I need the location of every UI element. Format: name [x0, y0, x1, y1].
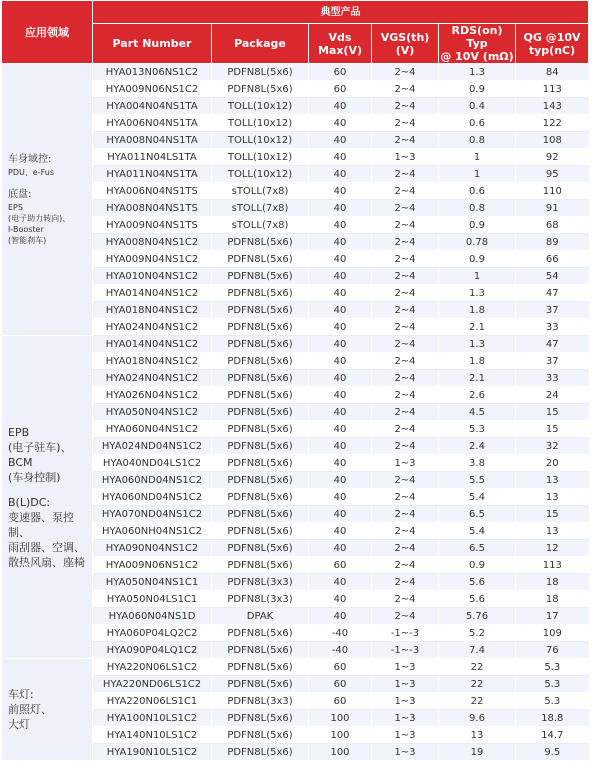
qg-cell: 37	[516, 353, 589, 370]
qg-cell: 113	[516, 557, 589, 574]
part-number-cell: HYA010N04NS1C2	[93, 268, 212, 285]
rds-on-cell: 13	[439, 727, 516, 744]
package-cell: PDFN8L(5x6)	[212, 489, 309, 506]
vgs-th-cell: -1~-3	[372, 642, 439, 659]
application-line: EPB	[8, 425, 30, 439]
vgs-th-cell: 2~4	[372, 353, 439, 370]
header-typical-products: 典型产品	[93, 1, 589, 24]
part-number-cell: HYA060P04LQ2C2	[93, 625, 212, 642]
table-row	[2, 64, 589, 81]
vds-max-cell: 40	[309, 591, 372, 608]
vds-max-cell: 40	[309, 268, 372, 285]
rds-on-cell: 1	[439, 268, 516, 285]
vgs-th-cell: 1~3	[372, 744, 439, 761]
rds-on-cell: 5.3	[439, 421, 516, 438]
rds-on-cell: 1.3	[439, 336, 516, 353]
vgs-th-cell: 1~3	[372, 659, 439, 676]
rds-on-cell: 5.6	[439, 574, 516, 591]
part-number-cell: HYA140N10LS1C2	[93, 727, 212, 744]
package-cell: PDFN8L(5x6)	[212, 540, 309, 557]
application-field-cell	[2, 64, 93, 336]
vds-max-cell: 40	[309, 285, 372, 302]
qg-cell: 122	[516, 115, 589, 132]
qg-cell: 33	[516, 319, 589, 336]
application-line: 前照灯、	[8, 703, 52, 716]
rds-on-cell: 0.9	[439, 217, 516, 234]
rds-on-cell: 1.3	[439, 285, 516, 302]
rds-on-cell: 3.8	[439, 455, 516, 472]
application-line	[8, 485, 92, 495]
vgs-th-cell: 2~4	[372, 370, 439, 387]
vds-max-cell: 60	[309, 557, 372, 574]
package-cell: PDFN8L(5x6)	[212, 404, 309, 421]
rds-on-cell: 5.4	[439, 523, 516, 540]
part-number-cell: HYA050N04NS1C2	[93, 404, 212, 421]
vds-max-cell: 100	[309, 727, 372, 744]
application-line: 变速器、泵控制、	[8, 510, 74, 539]
part-number-cell: HYA014N04NS1C2	[93, 336, 212, 353]
vgs-th-cell: 1~3	[372, 455, 439, 472]
part-number-cell: HYA009N04NS1TS	[93, 217, 212, 234]
qg-cell: 12	[516, 540, 589, 557]
package-cell: TOLL(10x12)	[212, 166, 309, 183]
rds-on-cell: 22	[439, 676, 516, 693]
qg-cell: 17	[516, 608, 589, 625]
part-number-cell: HYA220N06LS1C2	[93, 659, 212, 676]
qg-cell: 37	[516, 302, 589, 319]
part-number-cell: HYA006N04NS1TA	[93, 115, 212, 132]
rds-on-cell: 5.2	[439, 625, 516, 642]
vds-max-cell: 40	[309, 421, 372, 438]
header-rds-on: RDS(on) Typ @ 10V (mΩ)	[440, 24, 514, 63]
part-number-cell: HYA024N04NS1C2	[93, 319, 212, 336]
qg-cell: 89	[516, 234, 589, 251]
part-number-cell: HYA090N04NS1C2	[93, 540, 212, 557]
part-number-cell: HYA004N04NS1TA	[93, 98, 212, 115]
application-line: BCM	[8, 455, 33, 469]
qg-cell: 113	[516, 81, 589, 98]
package-cell: PDFN8L(5x6)	[212, 659, 309, 676]
rds-on-cell: 9.6	[439, 710, 516, 727]
vgs-th-cell: 2~4	[372, 506, 439, 523]
vds-max-cell: 40	[309, 574, 372, 591]
package-cell: PDFN8L(5x6)	[212, 268, 309, 285]
part-number-cell: HYA220ND06LS1C2	[93, 676, 212, 693]
package-cell: PDFN8L(5x6)	[212, 251, 309, 268]
qg-cell: 13	[516, 523, 589, 540]
qg-cell: 91	[516, 200, 589, 217]
package-cell: PDFN8L(5x6)	[212, 523, 309, 540]
part-number-cell: HYA040ND04LS1C2	[93, 455, 212, 472]
header-vds-max: Vds Max(V)	[309, 24, 372, 64]
vds-max-cell: 40	[309, 234, 372, 251]
product-table	[1, 0, 589, 761]
package-cell: PDFN8L(5x6)	[212, 285, 309, 302]
package-cell: PDFN8L(5x6)	[212, 319, 309, 336]
vds-max-cell: 60	[309, 64, 372, 81]
rds-on-cell: 0.8	[439, 200, 516, 217]
qg-cell: 76	[516, 642, 589, 659]
package-cell: TOLL(10x12)	[212, 98, 309, 115]
application-line: 车灯:	[8, 688, 34, 701]
rds-on-cell: 5.5	[439, 472, 516, 489]
vgs-th-cell: 2~4	[372, 472, 439, 489]
part-number-cell: HYA060N04NS1C2	[93, 421, 212, 438]
package-cell: PDFN8L(5x6)	[212, 302, 309, 319]
vds-max-cell: 40	[309, 217, 372, 234]
part-number-cell: HYA009N06NS1C2	[93, 81, 212, 98]
package-cell: PDFN8L(3x3)	[212, 574, 309, 591]
part-number-cell: HYA090P04LQ1C2	[93, 642, 212, 659]
application-line: (智能刹车)	[8, 236, 47, 245]
qg-cell: 92	[516, 149, 589, 166]
vgs-th-cell: 1~3	[372, 676, 439, 693]
vds-max-cell: 40	[309, 98, 372, 115]
rds-on-cell: 0.9	[439, 557, 516, 574]
rds-on-cell: 22	[439, 693, 516, 710]
rds-on-cell: 0.4	[439, 98, 516, 115]
part-number-cell: HYA013N06NS1C2	[93, 64, 212, 81]
vgs-th-cell: 2~4	[372, 115, 439, 132]
vgs-th-cell: 1~3	[372, 727, 439, 744]
vds-max-cell: 40	[309, 523, 372, 540]
application-line: I-Booster	[8, 225, 44, 234]
vds-max-cell: 40	[309, 353, 372, 370]
rds-on-cell: 0.6	[439, 183, 516, 200]
table-body	[2, 64, 589, 761]
rds-on-cell: 2.1	[439, 370, 516, 387]
part-number-cell: HYA009N04NS1C2	[93, 251, 212, 268]
qg-cell: 109	[516, 625, 589, 642]
application-line: EPS	[8, 203, 23, 212]
table-row	[2, 336, 589, 353]
qg-cell: 18.8	[516, 710, 589, 727]
vds-max-cell: 40	[309, 387, 372, 404]
qg-cell: 33	[516, 370, 589, 387]
vgs-th-cell: 2~4	[372, 421, 439, 438]
part-number-cell: HYA060N04NS1D	[93, 608, 212, 625]
part-number-cell: HYA050N04NS1C1	[93, 574, 212, 591]
part-number-cell: HYA011N04NS1TA	[93, 166, 212, 183]
qg-cell: 47	[516, 285, 589, 302]
vgs-th-cell: 2~4	[372, 404, 439, 421]
part-number-cell: HYA060ND04NS1C2	[93, 472, 212, 489]
qg-cell: 110	[516, 183, 589, 200]
vds-max-cell: 40	[309, 132, 372, 149]
package-cell: TOLL(10x12)	[212, 149, 309, 166]
part-number-cell: HYA008N04NS1TS	[93, 200, 212, 217]
package-cell: sTOLL(7x8)	[212, 217, 309, 234]
vds-max-cell: -40	[309, 625, 372, 642]
part-number-cell: HYA024ND04NS1C2	[93, 438, 212, 455]
header-qg: QG @10V typ(nC)	[516, 24, 589, 64]
package-cell: PDFN8L(5x6)	[212, 557, 309, 574]
vgs-th-cell: 2~4	[372, 540, 439, 557]
package-cell: PDFN8L(3x3)	[212, 693, 309, 710]
rds-on-cell: 5.76	[439, 608, 516, 625]
package-cell: PDFN8L(5x6)	[212, 625, 309, 642]
package-cell: PDFN8L(5x6)	[212, 421, 309, 438]
vds-max-cell: 40	[309, 540, 372, 557]
part-number-cell: HYA018N04NS1C2	[93, 302, 212, 319]
qg-cell: 108	[516, 132, 589, 149]
application-line: (电子助力转向)、	[8, 214, 71, 223]
qg-cell: 5.3	[516, 693, 589, 710]
rds-on-cell: 1.3	[439, 64, 516, 81]
package-cell: PDFN8L(5x6)	[212, 676, 309, 693]
qg-cell: 143	[516, 98, 589, 115]
vgs-th-cell: 2~4	[372, 319, 439, 336]
qg-cell: 66	[516, 251, 589, 268]
vgs-th-cell: 2~4	[372, 523, 439, 540]
rds-on-cell: 0.9	[439, 81, 516, 98]
part-number-cell: HYA008N04NS1TA	[93, 132, 212, 149]
vgs-th-cell: 2~4	[372, 268, 439, 285]
vgs-th-cell: 1~3	[372, 149, 439, 166]
vgs-th-cell: 2~4	[372, 557, 439, 574]
package-cell: PDFN8L(5x6)	[212, 387, 309, 404]
rds-on-cell: 1	[439, 149, 516, 166]
vgs-th-cell: 2~4	[372, 591, 439, 608]
vds-max-cell: 40	[309, 455, 372, 472]
part-number-cell: HYA070ND04NS1C2	[93, 506, 212, 523]
part-number-cell: HYA018N04NS1C2	[93, 353, 212, 370]
qg-cell: 14.7	[516, 727, 589, 744]
header-application-field: 应用领域	[2, 1, 93, 64]
rds-on-cell: 22	[439, 659, 516, 676]
vds-max-cell: 40	[309, 115, 372, 132]
application-line: PDU、e-Fus	[8, 168, 55, 177]
vds-max-cell: 40	[309, 251, 372, 268]
package-cell: PDFN8L(5x6)	[212, 438, 309, 455]
qg-cell: 15	[516, 404, 589, 421]
rds-on-cell: 0.6	[439, 115, 516, 132]
rds-on-cell: 0.8	[439, 132, 516, 149]
package-cell: PDFN8L(5x6)	[212, 81, 309, 98]
part-number-cell: HYA060NH04NS1C2	[93, 523, 212, 540]
vgs-th-cell: 2~4	[372, 251, 439, 268]
package-cell: PDFN8L(5x6)	[212, 336, 309, 353]
qg-cell: 5.3	[516, 676, 589, 693]
qg-cell: 9.5	[516, 744, 589, 761]
part-number-cell: HYA006N04NS1TS	[93, 183, 212, 200]
qg-cell: 95	[516, 166, 589, 183]
qg-cell: 5.3	[516, 659, 589, 676]
qg-cell: 15	[516, 421, 589, 438]
vgs-th-cell: 2~4	[372, 387, 439, 404]
application-line: B(L)DC:	[8, 495, 51, 509]
package-cell: PDFN8L(5x6)	[212, 234, 309, 251]
rds-on-cell: 2.1	[439, 319, 516, 336]
vds-max-cell: 40	[309, 149, 372, 166]
vds-max-cell: 100	[309, 744, 372, 761]
qg-cell: 15	[516, 506, 589, 523]
package-cell: PDFN8L(5x6)	[212, 370, 309, 387]
header-vgs-th: VGS(th)(V)	[372, 24, 439, 64]
rds-on-cell: 2.6	[439, 387, 516, 404]
package-cell: PDFN8L(5x6)	[212, 744, 309, 761]
vgs-th-cell: 2~4	[372, 489, 439, 506]
vds-max-cell: 40	[309, 370, 372, 387]
vgs-th-cell: 2~4	[372, 302, 439, 319]
rds-on-cell: 19	[439, 744, 516, 761]
rds-on-cell: 1.8	[439, 302, 516, 319]
application-field-cell	[2, 659, 93, 761]
rds-on-cell: 0.78	[439, 234, 516, 251]
vds-max-cell: 40	[309, 166, 372, 183]
part-number-cell: HYA220N06LS1C1	[93, 693, 212, 710]
vgs-th-cell: 2~4	[372, 285, 439, 302]
vds-max-cell: 40	[309, 302, 372, 319]
application-line	[8, 178, 92, 188]
vds-max-cell: 40	[309, 404, 372, 421]
package-cell: PDFN8L(5x6)	[212, 506, 309, 523]
rds-on-cell: 7.4	[439, 642, 516, 659]
package-cell: PDFN8L(5x6)	[212, 64, 309, 81]
application-line: 雨刮器、空调、	[8, 540, 85, 554]
vgs-th-cell: 1~3	[372, 710, 439, 727]
qg-cell: 32	[516, 438, 589, 455]
application-line: (电子驻车)、	[8, 440, 72, 454]
vgs-th-cell: 2~4	[372, 200, 439, 217]
vgs-th-cell: 2~4	[372, 336, 439, 353]
package-cell: PDFN8L(5x6)	[212, 472, 309, 489]
qg-cell: 84	[516, 64, 589, 81]
part-number-cell: HYA060ND04NS1C2	[93, 489, 212, 506]
part-number-cell: HYA024N04NS1C2	[93, 370, 212, 387]
application-line: 车身域控:	[8, 154, 52, 165]
rds-on-cell: 1	[439, 166, 516, 183]
rds-on-cell: 0.9	[439, 251, 516, 268]
vgs-th-cell: 2~4	[372, 217, 439, 234]
vgs-th-cell: 2~4	[372, 64, 439, 81]
package-cell: sTOLL(7x8)	[212, 183, 309, 200]
vds-max-cell: 40	[309, 489, 372, 506]
vgs-th-cell: 2~4	[372, 132, 439, 149]
package-cell: PDFN8L(5x6)	[212, 455, 309, 472]
application-line: 散热风扇、座椅	[8, 555, 85, 569]
table-header	[2, 1, 589, 64]
part-number-cell: HYA190N10LS1C2	[93, 744, 212, 761]
vgs-th-cell: 2~4	[372, 166, 439, 183]
package-cell: PDFN8L(5x6)	[212, 727, 309, 744]
header-package: Package	[212, 24, 309, 64]
application-line: (车身控制)	[8, 470, 61, 484]
qg-cell: 68	[516, 217, 589, 234]
vds-max-cell: 60	[309, 693, 372, 710]
part-number-cell: HYA009N06NS1C2	[93, 557, 212, 574]
qg-cell: 24	[516, 387, 589, 404]
qg-cell: 18	[516, 574, 589, 591]
qg-cell: 13	[516, 489, 589, 506]
package-cell: sTOLL(7x8)	[212, 200, 309, 217]
vds-max-cell: 40	[309, 472, 372, 489]
package-cell: TOLL(10x12)	[212, 132, 309, 149]
part-number-cell: HYA014N04NS1C2	[93, 285, 212, 302]
qg-cell: 54	[516, 268, 589, 285]
rds-on-cell: 2.4	[439, 438, 516, 455]
application-field-cell	[2, 336, 93, 659]
part-number-cell: HYA011N04LS1TA	[93, 149, 212, 166]
vgs-th-cell: 2~4	[372, 183, 439, 200]
rds-on-cell: 1.8	[439, 353, 516, 370]
vds-max-cell: 40	[309, 336, 372, 353]
qg-cell: 13	[516, 472, 589, 489]
rds-on-cell: 5.4	[439, 489, 516, 506]
part-number-cell: HYA026N04NS1C2	[93, 387, 212, 404]
table-row	[2, 659, 589, 676]
rds-on-cell: 6.5	[439, 540, 516, 557]
vgs-th-cell: 2~4	[372, 608, 439, 625]
qg-cell: 18	[516, 591, 589, 608]
vds-max-cell: 40	[309, 183, 372, 200]
vds-max-cell: 100	[309, 710, 372, 727]
qg-cell: 47	[516, 336, 589, 353]
part-number-cell: HYA050N04LS1C1	[93, 591, 212, 608]
vds-max-cell: 60	[309, 81, 372, 98]
vgs-th-cell: 2~4	[372, 234, 439, 251]
vds-max-cell: 40	[309, 608, 372, 625]
vgs-th-cell: 2~4	[372, 574, 439, 591]
rds-on-cell: 6.5	[439, 506, 516, 523]
vds-max-cell: 40	[309, 506, 372, 523]
vgs-th-cell: 2~4	[372, 98, 439, 115]
rds-on-cell: 5.6	[439, 591, 516, 608]
vds-max-cell: 40	[309, 438, 372, 455]
vds-max-cell: 60	[309, 676, 372, 693]
package-cell: DPAK	[212, 608, 309, 625]
package-cell: TOLL(10x12)	[212, 115, 309, 132]
rds-on-cell: 4.5	[439, 404, 516, 421]
vgs-th-cell: 1~3	[372, 693, 439, 710]
part-number-cell: HYA008N04NS1C2	[93, 234, 212, 251]
vgs-th-cell: 2~4	[372, 81, 439, 98]
vgs-th-cell: -1~-3	[372, 625, 439, 642]
application-line: 大灯	[8, 718, 30, 731]
vgs-th-cell: 2~4	[372, 438, 439, 455]
vds-max-cell: -40	[309, 642, 372, 659]
package-cell: PDFN8L(5x6)	[212, 642, 309, 659]
vds-max-cell: 60	[309, 659, 372, 676]
vds-max-cell: 40	[309, 200, 372, 217]
package-cell: PDFN8L(3x3)	[212, 591, 309, 608]
package-cell: PDFN8L(5x6)	[212, 353, 309, 370]
vds-max-cell: 40	[309, 319, 372, 336]
application-line: 底盘:	[8, 189, 32, 200]
package-cell: PDFN8L(5x6)	[212, 710, 309, 727]
header-part-number: Part Number	[93, 24, 212, 64]
qg-cell: 20	[516, 455, 589, 472]
part-number-cell: HYA100N10LS1C2	[93, 710, 212, 727]
